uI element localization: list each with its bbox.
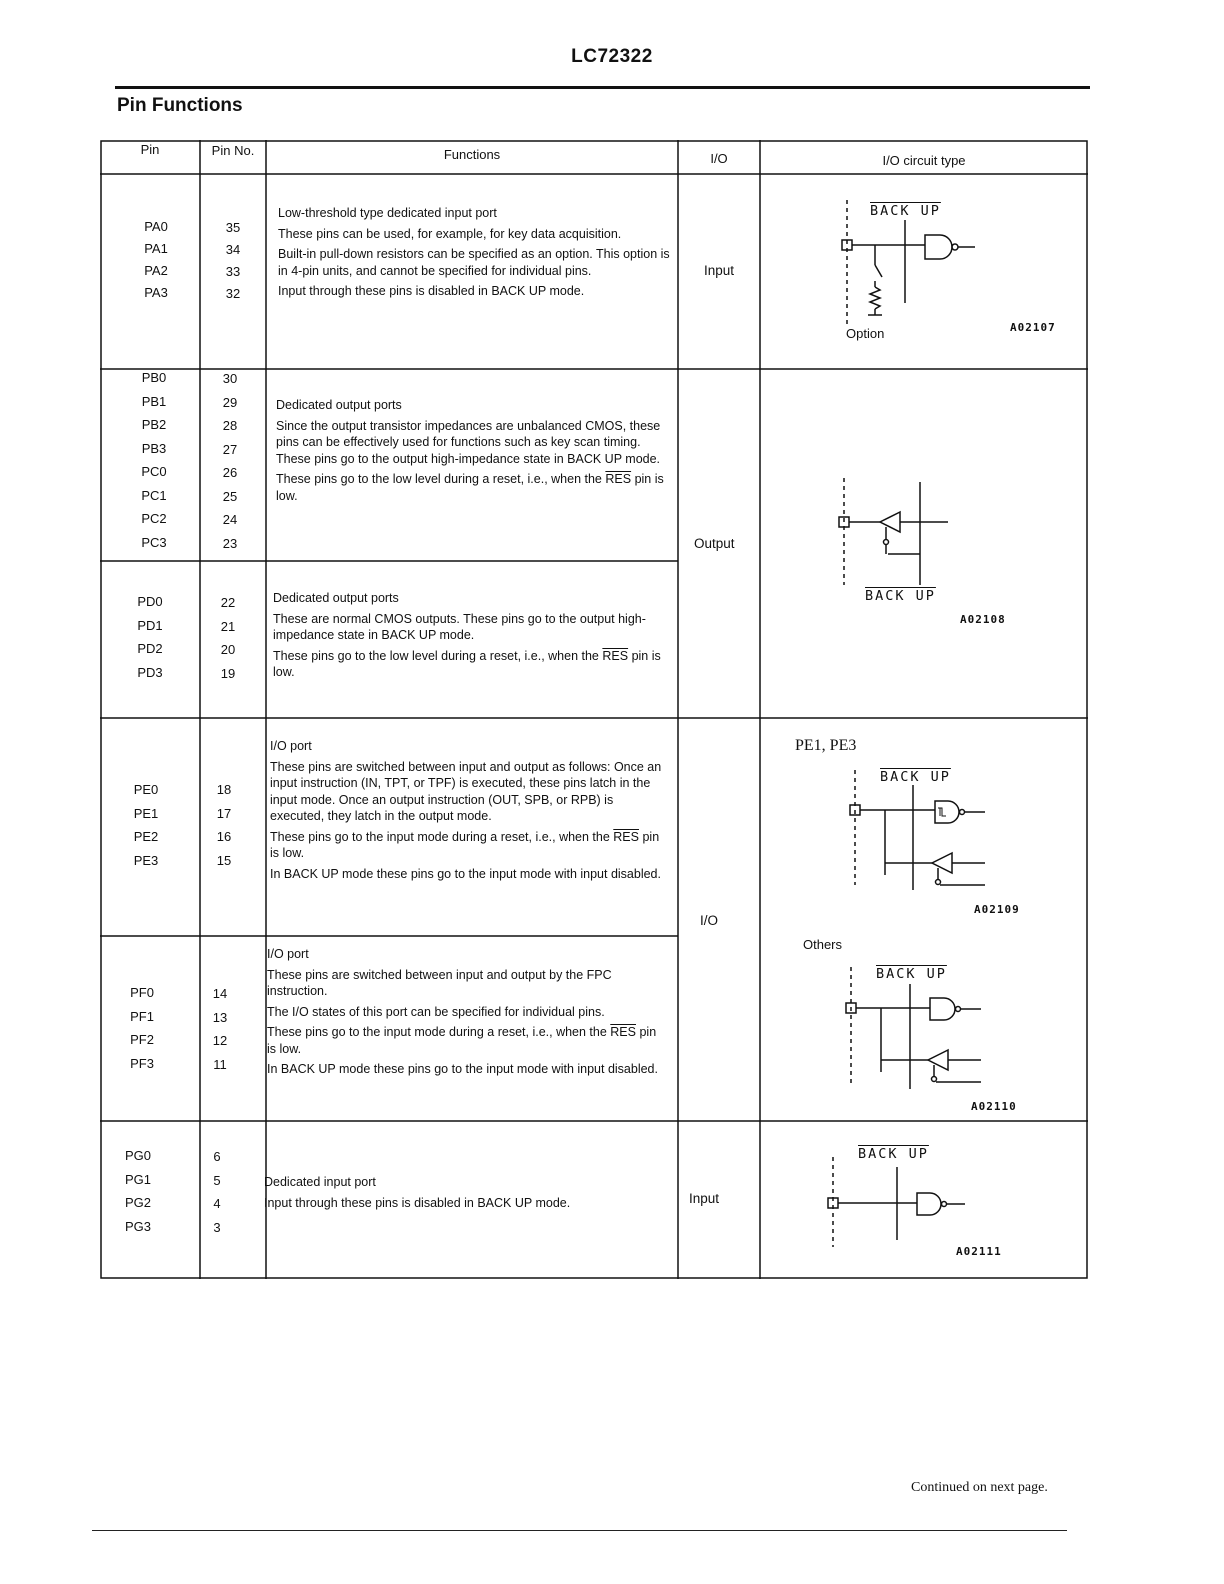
continued-note: Continued on next page. (911, 1480, 1048, 1495)
col-header-pin-no: Pin No. (211, 143, 255, 158)
circuit-a02108 (800, 460, 1080, 630)
row-bc-pin-numbers: 30 29 28 27 26 25 24 23 (222, 371, 238, 551)
back-up-label: BACK UP (865, 588, 936, 604)
io-gate-diagram (838, 962, 1078, 1102)
col-header-pin: Pin (140, 142, 160, 157)
io-schmitt-diagram (840, 765, 1080, 905)
row-a-pins: PA0 PA1 PA2 PA3 (144, 219, 168, 300)
circuit-code: A02109 (974, 903, 1020, 916)
others-circuit-label: Others (803, 937, 843, 952)
back-up-label: BACK UP (858, 1146, 929, 1162)
row-a-functions: Low-threshold type dedicated input port These pins can be used, for example, for key data acquisition. Built-in pull-down resistors can be specified as an option. This option is in 4-pin units, and cannot be specified for individual pins. Input through these pins is disabled in BACK UP mode. (278, 206, 670, 298)
row-d-functions: Dedicated output ports These are normal CMOS outputs. These pins go to the output high-impedance state in BACK UP mode. These pins go to the low level during a reset, i.e., when the $\overline{RES}$ pin is low. (273, 591, 661, 679)
row-e-pins: PE0 PE1 PE2 PE3 (133, 782, 159, 868)
row-bcd-io: Output (694, 536, 735, 551)
row-g-pin-numbers: 6 5 4 3 (213, 1149, 221, 1235)
row-a-io: Input (704, 263, 735, 278)
circuit-a02111 (820, 1142, 1080, 1272)
back-up-label: BACK UP (870, 203, 941, 219)
row-g-pins: PG0 PG1 PG2 PG3 (124, 1148, 151, 1234)
col-header-io: I/O (710, 151, 728, 166)
circuit-code: A02110 (971, 1100, 1017, 1113)
row-e-functions: I/O port These pins are switched between input and output as follows: Once an input instruction (IN, TPT, or TPF) is executed, these pins latch in the input mode. Once an output instruction (OUT, SPB, or RPB) is executed, they latch in the output mode. These pins go to the input mode during a reset, i.e., when the $\overline{RES}$ pin is low. In BACK UP mode these pins go to the input mode with input disabled. (270, 739, 662, 881)
row-a-pin-numbers: 35 34 33 32 (225, 220, 241, 301)
row-f-functions: I/O port These pins are switched between input and output by the FPC instruction. The I/O states of this port can be specified for individual pins. These pins go to the input mode during a reset, i.e., when the $\overline{RES}$ pin is low. In BACK UP mode these pins go to the input mode with input disabled. (267, 947, 658, 1076)
circuit-a02109 (840, 765, 1080, 925)
header-rule (115, 86, 1090, 89)
row-g-functions: Dedicated input port Input through these pins is disabled in BACK UP mode. (264, 1175, 571, 1210)
col-header-functions: Functions (443, 147, 501, 162)
row-ef-io: I/O (700, 913, 719, 928)
circuit-code: A02107 (1010, 321, 1056, 334)
row-d-pin-numbers: 22 21 20 19 (220, 595, 236, 681)
col-header-circuit: I/O circuit type (882, 153, 966, 168)
circuit-a02110 (838, 962, 1078, 1122)
circuit-code: A02111 (956, 1245, 1002, 1258)
row-f-pins: PF0 PF1 PF2 PF3 (130, 985, 154, 1071)
row-bc-functions: Dedicated output ports Since the output transistor impedances are unbalanced CMOS, these pins can be effectively used for functions such as key scan timing. These pins go to the output high-impedance state in BACK UP mode. These pins go to the low level during a reset, i.e., when the $\overline{RES}$ pin is low. (276, 398, 664, 503)
pe-circuit-label: PE1, PE3 (795, 737, 857, 754)
footer-rule (92, 1530, 1067, 1531)
row-f-pin-numbers: 14 13 12 11 (212, 986, 228, 1072)
circuit-a02107 (800, 195, 1080, 355)
circuit-code: A02108 (960, 613, 1006, 626)
section-title: Pin Functions (117, 95, 243, 116)
row-e-pin-numbers: 18 17 16 15 (216, 782, 232, 868)
document-title: LC72322 (571, 46, 653, 67)
row-d-pins: PD0 PD1 PD2 PD3 (137, 594, 163, 680)
option-label: Option (846, 326, 885, 341)
tristate-output-diagram (800, 460, 1080, 610)
back-up-label: BACK UP (880, 769, 951, 785)
back-up-label: BACK UP (876, 966, 947, 982)
row-bc-pins: PB0 PB1 PB2 PB3 PC0 PC1 PC2 PC3 (141, 370, 167, 550)
pin-functions-table (100, 140, 1088, 1279)
row-g-io: Input (689, 1191, 720, 1206)
